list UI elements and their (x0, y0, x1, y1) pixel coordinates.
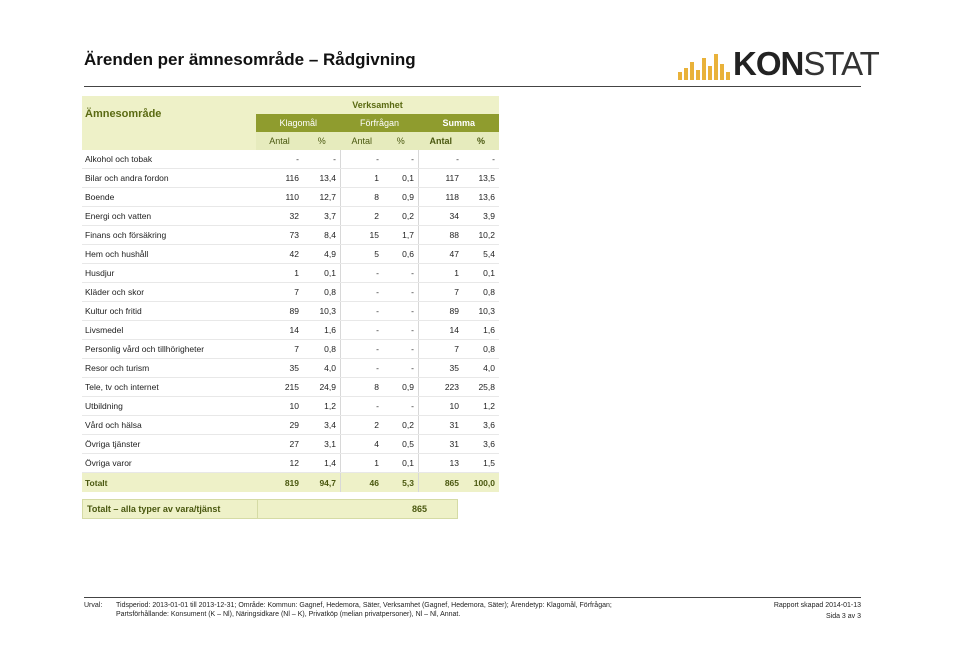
table-cell: 110 (256, 188, 303, 207)
table-cell: 3,6 (463, 416, 499, 435)
table-cell: 12,7 (303, 188, 341, 207)
table-cell: 13,5 (463, 169, 499, 188)
table-cell: 0,9 (383, 378, 419, 397)
table-cell: 0,9 (383, 188, 419, 207)
table-cell: 12 (256, 454, 303, 473)
table-cell: - (341, 397, 384, 416)
table-row (82, 150, 499, 169)
table-cell: 2 (341, 207, 384, 226)
table-cell: 2 (341, 416, 384, 435)
row-subject: Kläder och skor (82, 283, 256, 302)
table-cell: 0,8 (303, 340, 341, 359)
table-cell: 1 (256, 264, 303, 283)
row-subject: Energi och vatten (82, 207, 256, 226)
table-cell: - (419, 150, 464, 169)
table-cell: 42 (256, 245, 303, 264)
table-cell: 3,9 (463, 207, 499, 226)
table-cell: 8,4 (303, 226, 341, 245)
table-cell: 15 (341, 226, 384, 245)
row-subject: Utbildning (82, 397, 256, 416)
table-cell: 10,3 (303, 302, 341, 321)
table-cell: 0,2 (383, 207, 419, 226)
table-cell: 7 (419, 283, 464, 302)
table-row (82, 245, 499, 264)
row-subject: Vård och hälsa (82, 416, 256, 435)
table-cell: 27 (256, 435, 303, 454)
table-cell: 0,2 (383, 416, 419, 435)
table-cell: 3,4 (303, 416, 341, 435)
table-cell: 865 (419, 473, 464, 493)
table-row (82, 188, 499, 207)
table-row (82, 226, 499, 245)
table-cell: 3,7 (303, 207, 341, 226)
table-row (82, 169, 499, 188)
table-cell: 4,0 (463, 359, 499, 378)
table-cell: 223 (419, 378, 464, 397)
summary-label: Totalt – alla typer av vara/tjänst (83, 500, 258, 518)
subcol-header: Antal (419, 132, 464, 150)
footer-report-info (774, 602, 861, 620)
table-cell: 1,4 (303, 454, 341, 473)
table-cell: 4,0 (303, 359, 341, 378)
summary-total-box (82, 499, 458, 519)
subcol-header: % (303, 132, 341, 150)
table-cell: 0,8 (303, 283, 341, 302)
table-cell: 3,6 (463, 435, 499, 454)
table-cell: 0,8 (463, 283, 499, 302)
table-row (82, 397, 499, 416)
header-divider (84, 86, 861, 87)
page-number: Sida 3 av 3 (825, 613, 861, 620)
table-cell: 0,6 (383, 245, 419, 264)
table-cell: 0,1 (383, 454, 419, 473)
table-row (82, 454, 499, 473)
group-header-forfragan: Förfrågan (341, 114, 419, 132)
table-cell: 1 (341, 169, 384, 188)
table-cell: 35 (256, 359, 303, 378)
table-cell: 0,1 (383, 169, 419, 188)
table-total-row (82, 473, 499, 493)
row-subject: Finans och försäkring (82, 226, 256, 245)
table-cell: 29 (256, 416, 303, 435)
table-cell: 0,8 (463, 340, 499, 359)
subcol-header: Antal (341, 132, 384, 150)
table-cell: 3,1 (303, 435, 341, 454)
table-cell: 31 (419, 416, 464, 435)
row-subject: Övriga varor (82, 454, 256, 473)
table-row (82, 207, 499, 226)
subcol-header: % (383, 132, 419, 150)
table-cell: 1,6 (463, 321, 499, 340)
row-subject: Husdjur (82, 264, 256, 283)
table-cell: 1,2 (463, 397, 499, 416)
table-cell: 1,6 (303, 321, 341, 340)
selection-line-2: Partsförhållande: Konsument (K – Nl), Näringsidkare (Nl – K), Privatköp (melian privatpersoner), Nl – Nl, Annat. (116, 611, 461, 618)
table-cell: 94,7 (303, 473, 341, 493)
table-cell: - (383, 340, 419, 359)
table-cell: - (463, 150, 499, 169)
table-cell: 0,1 (303, 264, 341, 283)
selection-line-1: Tidsperiod: 2013-01-01 till 2013-12-31; Område: Kommun: Gagnef, Hedemora, Säter, Verksamhet (Gagnef, Hedemora, Säter); Ärendetyp: Klagomål, Förfrågan; (116, 602, 612, 609)
table-cell: - (341, 359, 384, 378)
table-cell: 116 (256, 169, 303, 188)
table-row (82, 435, 499, 454)
table-cell: - (383, 150, 419, 169)
total-label: Totalt (82, 473, 256, 493)
table-cell: 8 (341, 188, 384, 207)
subcol-header: Antal (256, 132, 303, 150)
table-cell: 5 (341, 245, 384, 264)
table-cell: 7 (256, 340, 303, 359)
table-cell: 13 (419, 454, 464, 473)
table-cell: - (341, 283, 384, 302)
column-header-subject: Ämnesområde (82, 96, 256, 132)
column-header-verksamhet: Verksamhet (256, 96, 499, 114)
table-cell: - (341, 150, 384, 169)
table-cell: - (341, 264, 384, 283)
urval-label: Urval: (84, 602, 103, 609)
table-cell: - (383, 283, 419, 302)
logo-bars-icon (678, 46, 730, 80)
konstat-logo (678, 40, 879, 80)
report-created: Rapport skapad 2014-01-13 (773, 602, 861, 609)
table-cell: 819 (256, 473, 303, 493)
table-cell: 1,7 (383, 226, 419, 245)
table-cell: 10 (419, 397, 464, 416)
row-subject: Alkohol och tobak (82, 150, 256, 169)
group-header-summa: Summa (419, 114, 500, 132)
row-subject: Bilar och andra fordon (82, 169, 256, 188)
table-cell: - (383, 321, 419, 340)
table-cell: 24,9 (303, 378, 341, 397)
table-row (82, 340, 499, 359)
table-cell: 73 (256, 226, 303, 245)
table-cell: 88 (419, 226, 464, 245)
table-cell: 118 (419, 188, 464, 207)
table-cell: 46 (341, 473, 384, 493)
table-cell: 25,8 (463, 378, 499, 397)
table-row (82, 283, 499, 302)
table-cell: 1,5 (463, 454, 499, 473)
table-cell: 100,0 (463, 473, 499, 493)
row-subject: Kultur och fritid (82, 302, 256, 321)
table-row (82, 359, 499, 378)
table-cell: 215 (256, 378, 303, 397)
table-cell: - (341, 302, 384, 321)
table-row (82, 378, 499, 397)
table-cell: 10 (256, 397, 303, 416)
subcol-header: % (463, 132, 499, 150)
table-cell: 1,2 (303, 397, 341, 416)
table-cell: - (383, 302, 419, 321)
table-cell: 14 (256, 321, 303, 340)
summary-value: 865 (411, 504, 427, 514)
table-cell: 47 (419, 245, 464, 264)
table-cell: 35 (419, 359, 464, 378)
table-cell: 0,1 (463, 264, 499, 283)
logo-text: KONSTAT (733, 45, 879, 82)
footer-divider (84, 597, 861, 598)
table-cell: 1 (419, 264, 464, 283)
row-subject: Livsmedel (82, 321, 256, 340)
table-cell: 4,9 (303, 245, 341, 264)
table-cell: 14 (419, 321, 464, 340)
column-header-blank (82, 132, 256, 150)
row-subject: Boende (82, 188, 256, 207)
table-cell: 31 (419, 435, 464, 454)
table-cell: 32 (256, 207, 303, 226)
table-cell: 89 (419, 302, 464, 321)
table-cell: - (341, 340, 384, 359)
table-cell: - (256, 150, 303, 169)
row-subject: Personlig vård och tillhörigheter (82, 340, 256, 359)
table-cell: - (383, 397, 419, 416)
table-cell: 4 (341, 435, 384, 454)
table-cell: - (341, 321, 384, 340)
table-cell: 5,4 (463, 245, 499, 264)
table-cell: 10,3 (463, 302, 499, 321)
table-cell: 5,3 (383, 473, 419, 493)
table-cell: 1 (341, 454, 384, 473)
row-subject: Tele, tv och internet (82, 378, 256, 397)
table-cell: - (383, 359, 419, 378)
table-cell: 0,5 (383, 435, 419, 454)
subject-area-table (82, 96, 499, 492)
page-title: Ärenden per ämnesområde – Rådgivning (84, 50, 416, 69)
table-cell: 7 (419, 340, 464, 359)
table-row (82, 264, 499, 283)
table-row (82, 416, 499, 435)
row-subject: Övriga tjänster (82, 435, 256, 454)
row-subject: Hem och hushåll (82, 245, 256, 264)
table-cell: 117 (419, 169, 464, 188)
table-cell: 13,6 (463, 188, 499, 207)
table-cell: - (383, 264, 419, 283)
table-cell: 7 (256, 283, 303, 302)
table-cell: 13,4 (303, 169, 341, 188)
table-cell: 34 (419, 207, 464, 226)
group-header-klagomal: Klagomål (256, 114, 341, 132)
row-subject: Resor och turism (82, 359, 256, 378)
table-cell: - (303, 150, 341, 169)
table-cell: 89 (256, 302, 303, 321)
table-cell: 8 (341, 378, 384, 397)
table-row (82, 302, 499, 321)
table-cell: 10,2 (463, 226, 499, 245)
table-row (82, 321, 499, 340)
